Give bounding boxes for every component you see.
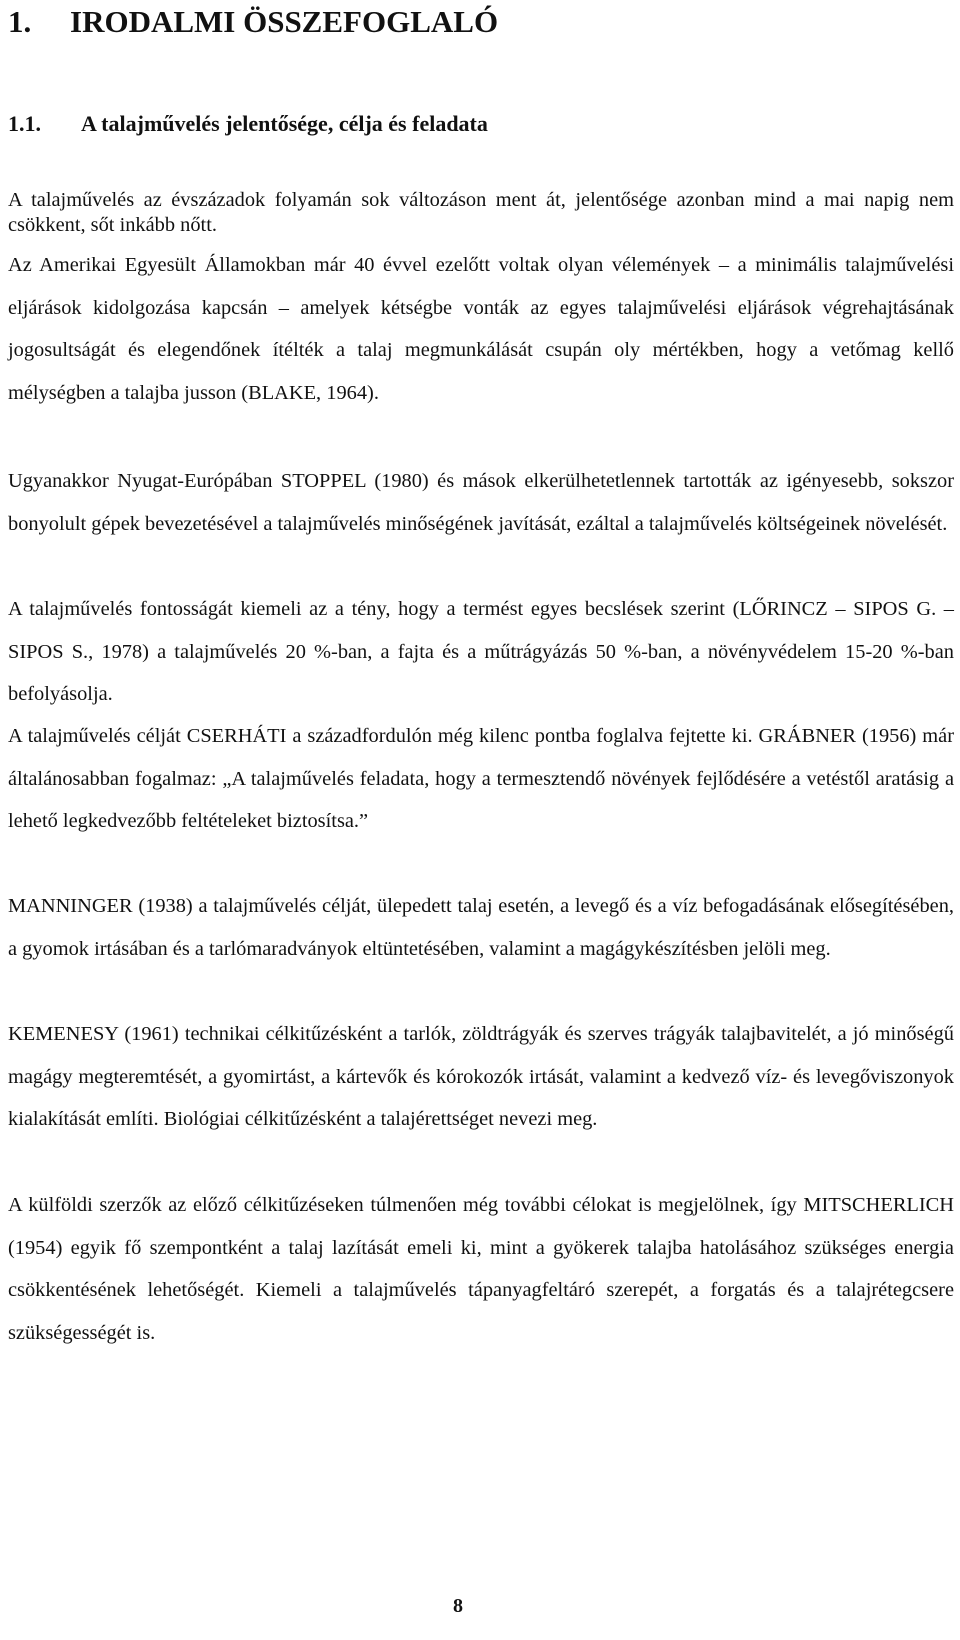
paragraph-cserhati-grabner: A talajművelés célját CSERHÁTI a századfordulón még kilenc pontba foglalva fejtette ki. GRÁBNER (1956) már általánosabban fogalmaz: „A talajművelés feladata, hogy a termesztendő növények fejlődésére a vetéstől aratásig a lehető legkedvezőbb feltételeket biztosítsa.” [8,725,954,832]
section-number: 1.1. [8,111,41,136]
paragraph-usa-minimal-tillage: Az Amerikai Egyesült Államokban már 40 évvel ezelőtt voltak olyan vélemények – a minimális talajművelési eljárások kidolgozása kapcsán – amelyek kétségbe vonták az egyes talajművelési eljárások végrehajtásának jogosultságát és elegendőnek ítélték a talaj megmunkálását csupán oly mértékben, hogy a vetőmag kellő mélységben a talajba jusson (BLAKE, 1964). [8,254,954,404]
section-title: A talajművelés jelentősége, célja és feladata [81,111,488,136]
section-heading [8,104,488,144]
paragraph-kemenesy: KEMENESY (1961) technikai célkitűzésként a tarlók, zöldtrágyák és szerves trágyák talajbavitelét, a jó minőségű magágy megteremtését, a gyomirtást, a kártevők és kórokozók irtását, valamint a kedvező víz- és levegőviszonyok kialakítását említi. Biológiai célkitűzésként a talajérettséget nevezi meg. [8,1023,954,1130]
chapter-heading [8,0,498,44]
paragraph-mitscherlich: A külföldi szerzők az előző célkitűzéseken túlmenően még további célokat is megjelölnek, így MITSCHERLICH (1954) egyik fő szempontként a talaj lazítását emeli ki, mint a gyökerek talajba hatolásához szükséges energia csökkentésének lehetőségét. Kiemeli a talajművelés tápanyagfeltáró szerepét, a forgatás és a talajrétegcsere szükségességét is. [8,1194,954,1344]
paragraph-manninger: MANNINGER (1938) a talajművelés célját, ülepedett talaj esetén, a levegő és a víz befogadásának elősegítésében, a gyomok irtásában és a tarlómaradványok eltüntetésében, valamint a magágykészítésben jelöli meg. [8,895,954,960]
chapter-number: 1. [8,4,32,39]
chapter-title: IRODALMI ÖSSZEFOGLALÓ [70,4,499,39]
paragraph-stoppel: Ugyanakkor Nyugat-Európában STOPPEL (1980) és mások elkerülhetetlennek tartották az igényesebb, sokszor bonyolult gépek bevezetésével a talajművelés minőségének javítását, ezáltal a talajművelés költségeinek növelését. [8,470,954,535]
page-number: 8 [453,1595,463,1617]
paragraph-intro: A talajművelés az évszázadok folyamán sok változáson ment át, jelentősége azonban mind a mai napig nem csökkent, sőt inkább nőtt. [8,189,954,236]
paragraph-yield-factors: A talajművelés fontosságát kiemeli az a tény, hogy a termést egyes becslések szerint (LŐRINCZ – SIPOS G. – SIPOS S., 1978) a talajművelés 20 %-ban, a fajta és a műtrágyázás 50 %-ban, a növényvédelem 15-20 %-ban befolyásolja. [8,598,954,705]
